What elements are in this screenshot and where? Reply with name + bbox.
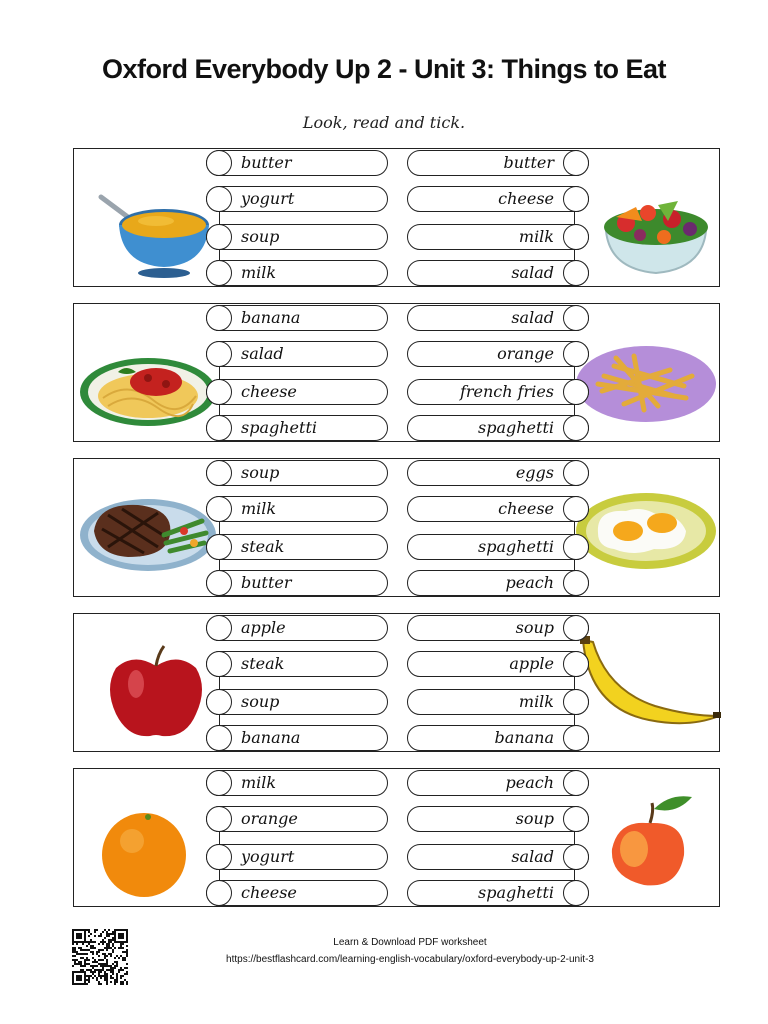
answer-option-label: salad xyxy=(511,263,554,282)
answer-option[interactable] xyxy=(206,534,388,560)
tick-circle[interactable] xyxy=(563,224,589,250)
answer-option[interactable] xyxy=(407,460,589,486)
answer-option[interactable] xyxy=(407,844,589,870)
answer-option-label: yogurt xyxy=(241,189,295,208)
tick-circle[interactable] xyxy=(206,725,232,751)
answer-option[interactable] xyxy=(206,460,388,486)
answer-option-label: french fries xyxy=(459,382,554,401)
answer-option[interactable] xyxy=(407,570,589,596)
peach-picture xyxy=(604,793,692,889)
answer-option[interactable] xyxy=(407,415,589,441)
answer-option-label: banana xyxy=(494,728,554,747)
answer-option-label: milk xyxy=(518,692,554,711)
tick-circle[interactable] xyxy=(563,570,589,596)
tick-circle[interactable] xyxy=(563,415,589,441)
tick-circle[interactable] xyxy=(563,880,589,906)
tick-circle[interactable] xyxy=(563,770,589,796)
apple-picture xyxy=(104,644,208,740)
answer-option-label: orange xyxy=(497,344,554,363)
answer-option[interactable] xyxy=(407,150,589,176)
answer-option-label: steak xyxy=(241,537,285,556)
tick-circle[interactable] xyxy=(563,806,589,832)
exercise-row xyxy=(73,613,720,752)
exercise-row xyxy=(73,768,720,907)
answer-option-label: milk xyxy=(241,499,277,518)
answer-option[interactable] xyxy=(206,496,388,522)
answer-option[interactable] xyxy=(206,770,388,796)
tick-circle[interactable] xyxy=(563,534,589,560)
tick-circle[interactable] xyxy=(206,770,232,796)
answer-option-label: spaghetti xyxy=(478,537,554,556)
answer-option-label: spaghetti xyxy=(478,883,554,902)
tick-circle[interactable] xyxy=(206,689,232,715)
tick-circle[interactable] xyxy=(563,651,589,677)
answer-option-label: peach xyxy=(505,773,554,792)
answer-option-label: soup xyxy=(515,618,554,637)
answer-option-label: cheese xyxy=(498,499,554,518)
tick-circle[interactable] xyxy=(206,260,232,286)
tick-circle[interactable] xyxy=(206,224,232,250)
answer-option[interactable] xyxy=(407,341,589,367)
tick-circle[interactable] xyxy=(206,150,232,176)
answer-option-label: steak xyxy=(241,654,285,673)
answer-option[interactable] xyxy=(407,880,589,906)
answer-option-label: soup xyxy=(515,809,554,828)
page-title: Oxford Everybody Up 2 - Unit 3: Things to Eat xyxy=(101,54,667,84)
answer-option-label: soup xyxy=(241,463,280,482)
tick-circle[interactable] xyxy=(206,615,232,641)
answer-option-label: spaghetti xyxy=(241,418,317,437)
tick-circle[interactable] xyxy=(563,460,589,486)
answer-option-label: cheese xyxy=(241,382,297,401)
tick-circle[interactable] xyxy=(563,305,589,331)
salad-bowl-picture xyxy=(596,187,716,277)
answer-option[interactable] xyxy=(206,615,388,641)
tick-circle[interactable] xyxy=(206,570,232,596)
answer-option-label: milk xyxy=(241,263,277,282)
answer-option[interactable] xyxy=(206,806,388,832)
answer-option-label: apple xyxy=(509,654,554,673)
answer-option[interactable] xyxy=(206,725,388,751)
answer-option[interactable] xyxy=(206,186,388,212)
qr-code-icon xyxy=(72,929,128,985)
answer-option[interactable] xyxy=(407,725,589,751)
tick-circle[interactable] xyxy=(206,651,232,677)
soup-bowl-picture xyxy=(86,187,210,279)
answer-option-label: banana xyxy=(241,728,301,747)
exercise-row xyxy=(73,148,720,287)
tick-circle[interactable] xyxy=(206,534,232,560)
answer-option-label: salad xyxy=(511,308,554,327)
answer-option[interactable] xyxy=(206,415,388,441)
answer-option[interactable] xyxy=(206,260,388,286)
answer-option[interactable] xyxy=(407,534,589,560)
tick-circle[interactable] xyxy=(206,844,232,870)
answer-option[interactable] xyxy=(407,305,589,331)
answer-option-label: cheese xyxy=(241,883,297,902)
answer-option[interactable] xyxy=(206,305,388,331)
answer-option-label: eggs xyxy=(515,463,554,482)
answer-option[interactable] xyxy=(206,844,388,870)
tick-circle[interactable] xyxy=(563,615,589,641)
exercise-row xyxy=(73,458,720,597)
answer-option[interactable] xyxy=(206,150,388,176)
answer-option[interactable] xyxy=(407,651,589,677)
answer-option[interactable] xyxy=(206,224,388,250)
spaghetti-plate-picture xyxy=(78,340,218,430)
orange-picture xyxy=(100,809,190,901)
answer-option-label: soup xyxy=(241,227,280,246)
answer-option-label: butter xyxy=(241,153,292,172)
answer-option[interactable] xyxy=(206,570,388,596)
answer-option-label: yogurt xyxy=(241,847,295,866)
tick-circle[interactable] xyxy=(206,379,232,405)
tick-circle[interactable] xyxy=(206,186,232,212)
answer-option[interactable] xyxy=(206,880,388,906)
answer-option[interactable] xyxy=(206,379,388,405)
answer-option[interactable] xyxy=(206,651,388,677)
answer-option[interactable] xyxy=(206,689,388,715)
tick-circle[interactable] xyxy=(563,341,589,367)
tick-circle[interactable] xyxy=(206,305,232,331)
instruction-text: Look, read and tick. xyxy=(302,113,466,132)
answer-option[interactable] xyxy=(407,186,589,212)
answer-option[interactable] xyxy=(407,615,589,641)
answer-option-label: salad xyxy=(241,344,284,363)
answer-option[interactable] xyxy=(407,496,589,522)
tick-circle[interactable] xyxy=(563,689,589,715)
answer-option-label: orange xyxy=(241,809,298,828)
answer-option-label: salad xyxy=(511,847,554,866)
steak-plate-picture xyxy=(78,491,218,577)
answer-option[interactable] xyxy=(407,224,589,250)
tick-circle[interactable] xyxy=(563,260,589,286)
answer-option[interactable] xyxy=(407,806,589,832)
answer-option-label: milk xyxy=(241,773,277,792)
answer-option[interactable] xyxy=(407,689,589,715)
answer-option-label: apple xyxy=(241,618,286,637)
tick-circle[interactable] xyxy=(206,415,232,441)
fried-eggs-plate-picture xyxy=(574,487,718,573)
exercise-row xyxy=(73,303,720,442)
answer-option-label: butter xyxy=(503,153,554,172)
answer-option-label: spaghetti xyxy=(478,418,554,437)
french-fries-plate-picture xyxy=(574,336,718,426)
banana-picture xyxy=(579,636,723,728)
answer-option-label: banana xyxy=(241,308,301,327)
answer-option-label: cheese xyxy=(498,189,554,208)
tick-circle[interactable] xyxy=(563,379,589,405)
footer-line-1: Learn & Download PDF worksheet xyxy=(333,937,487,948)
tick-circle[interactable] xyxy=(206,806,232,832)
answer-option-label: soup xyxy=(241,692,280,711)
answer-option[interactable] xyxy=(407,379,589,405)
tick-circle[interactable] xyxy=(563,725,589,751)
tick-circle[interactable] xyxy=(563,496,589,522)
tick-circle[interactable] xyxy=(563,150,589,176)
tick-circle[interactable] xyxy=(563,844,589,870)
footer-url[interactable]: https://bestflashcard.com/learning-english-vocabulary/oxford-everybody-up-2-unit-3 xyxy=(226,954,594,965)
tick-circle[interactable] xyxy=(206,880,232,906)
answer-option[interactable] xyxy=(206,341,388,367)
tick-circle[interactable] xyxy=(563,186,589,212)
tick-circle[interactable] xyxy=(206,460,232,486)
answer-option-label: peach xyxy=(505,573,554,592)
answer-option-label: butter xyxy=(241,573,292,592)
answer-option[interactable] xyxy=(407,770,589,796)
answer-option[interactable] xyxy=(407,260,589,286)
answer-option-label: milk xyxy=(518,227,554,246)
tick-circle[interactable] xyxy=(206,496,232,522)
tick-circle[interactable] xyxy=(206,341,232,367)
